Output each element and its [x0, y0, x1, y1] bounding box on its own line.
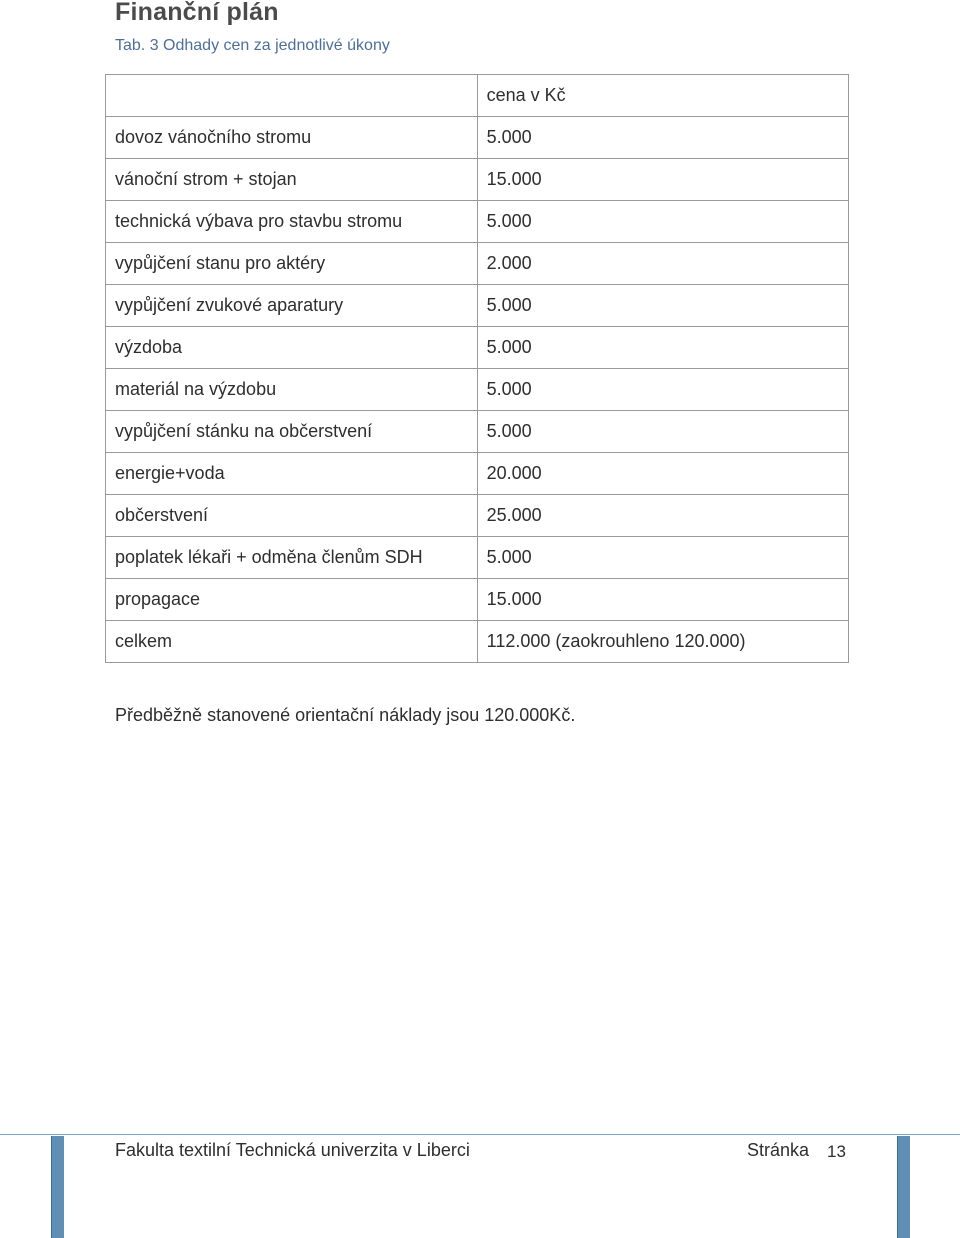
table-cell-price: 5.000 — [477, 411, 848, 453]
table-row — [106, 159, 849, 201]
table-header-cell-price: cena v Kč — [477, 75, 848, 117]
table-cell-price: 5.000 — [477, 537, 848, 579]
table-total-row — [106, 621, 849, 663]
table-cell-price: 25.000 — [477, 495, 848, 537]
table-row — [106, 117, 849, 159]
table-cell-total-label: celkem — [106, 621, 478, 663]
table-cell-item: propagace — [106, 579, 478, 621]
table-cell-item: vypůjčení stánku na občerstvení — [106, 411, 478, 453]
table-cell-item: výzdoba — [106, 327, 478, 369]
table-row — [106, 243, 849, 285]
cost-summary-note: Předběžně stanovené orientační náklady jsou 120.000Kč. — [115, 705, 576, 725]
footer-page-number: 13 — [827, 1142, 846, 1161]
table-cell-price: 20.000 — [477, 453, 848, 495]
table-row — [106, 453, 849, 495]
table-cell-price: 5.000 — [477, 327, 848, 369]
table-cell-total-value: 112.000 (zaokrouhleno 120.000) — [477, 621, 848, 663]
table-header-row — [106, 75, 849, 117]
table-row — [106, 201, 849, 243]
table-cell-price: 5.000 — [477, 117, 848, 159]
table-cell-price: 5.000 — [477, 201, 848, 243]
footer-divider — [0, 1134, 960, 1135]
table-header-cell-item — [106, 75, 478, 117]
table-row — [106, 285, 849, 327]
page-heading: Finanční plán — [115, 0, 279, 26]
table-cell-item: technická výbava pro stavbu stromu — [106, 201, 478, 243]
table-cell-item: vypůjčení stanu pro aktéry — [106, 243, 478, 285]
table-cell-price: 5.000 — [477, 369, 848, 411]
table-caption: Tab. 3 Odhady cen za jednotlivé úkony — [115, 37, 390, 54]
table-cell-item: materiál na výzdobu — [106, 369, 478, 411]
table-row — [106, 327, 849, 369]
table-cell-item: poplatek lékaři + odměna členům SDH — [106, 537, 478, 579]
footer-page-label: Stránka — [747, 1140, 810, 1160]
table-row — [106, 369, 849, 411]
table-cell-price: 2.000 — [477, 243, 848, 285]
table-row — [106, 495, 849, 537]
footer-bar-left — [51, 1136, 64, 1238]
table-row — [106, 537, 849, 579]
cost-estimate-table — [105, 74, 849, 663]
table-cell-item: občerstvení — [106, 495, 478, 537]
table-cell-item: vánoční strom + stojan — [106, 159, 478, 201]
table-row — [106, 411, 849, 453]
table-row — [106, 579, 849, 621]
footer-bar-right — [897, 1136, 910, 1238]
table-cell-item: dovoz vánočního stromu — [106, 117, 478, 159]
footer-institution: Fakulta textilní Technická univerzita v Liberci — [115, 1140, 470, 1160]
table-cell-price: 15.000 — [477, 579, 848, 621]
table-cell-item: energie+voda — [106, 453, 478, 495]
table-cell-price: 15.000 — [477, 159, 848, 201]
table-cell-item: vypůjčení zvukové aparatury — [106, 285, 478, 327]
table-cell-price: 5.000 — [477, 285, 848, 327]
